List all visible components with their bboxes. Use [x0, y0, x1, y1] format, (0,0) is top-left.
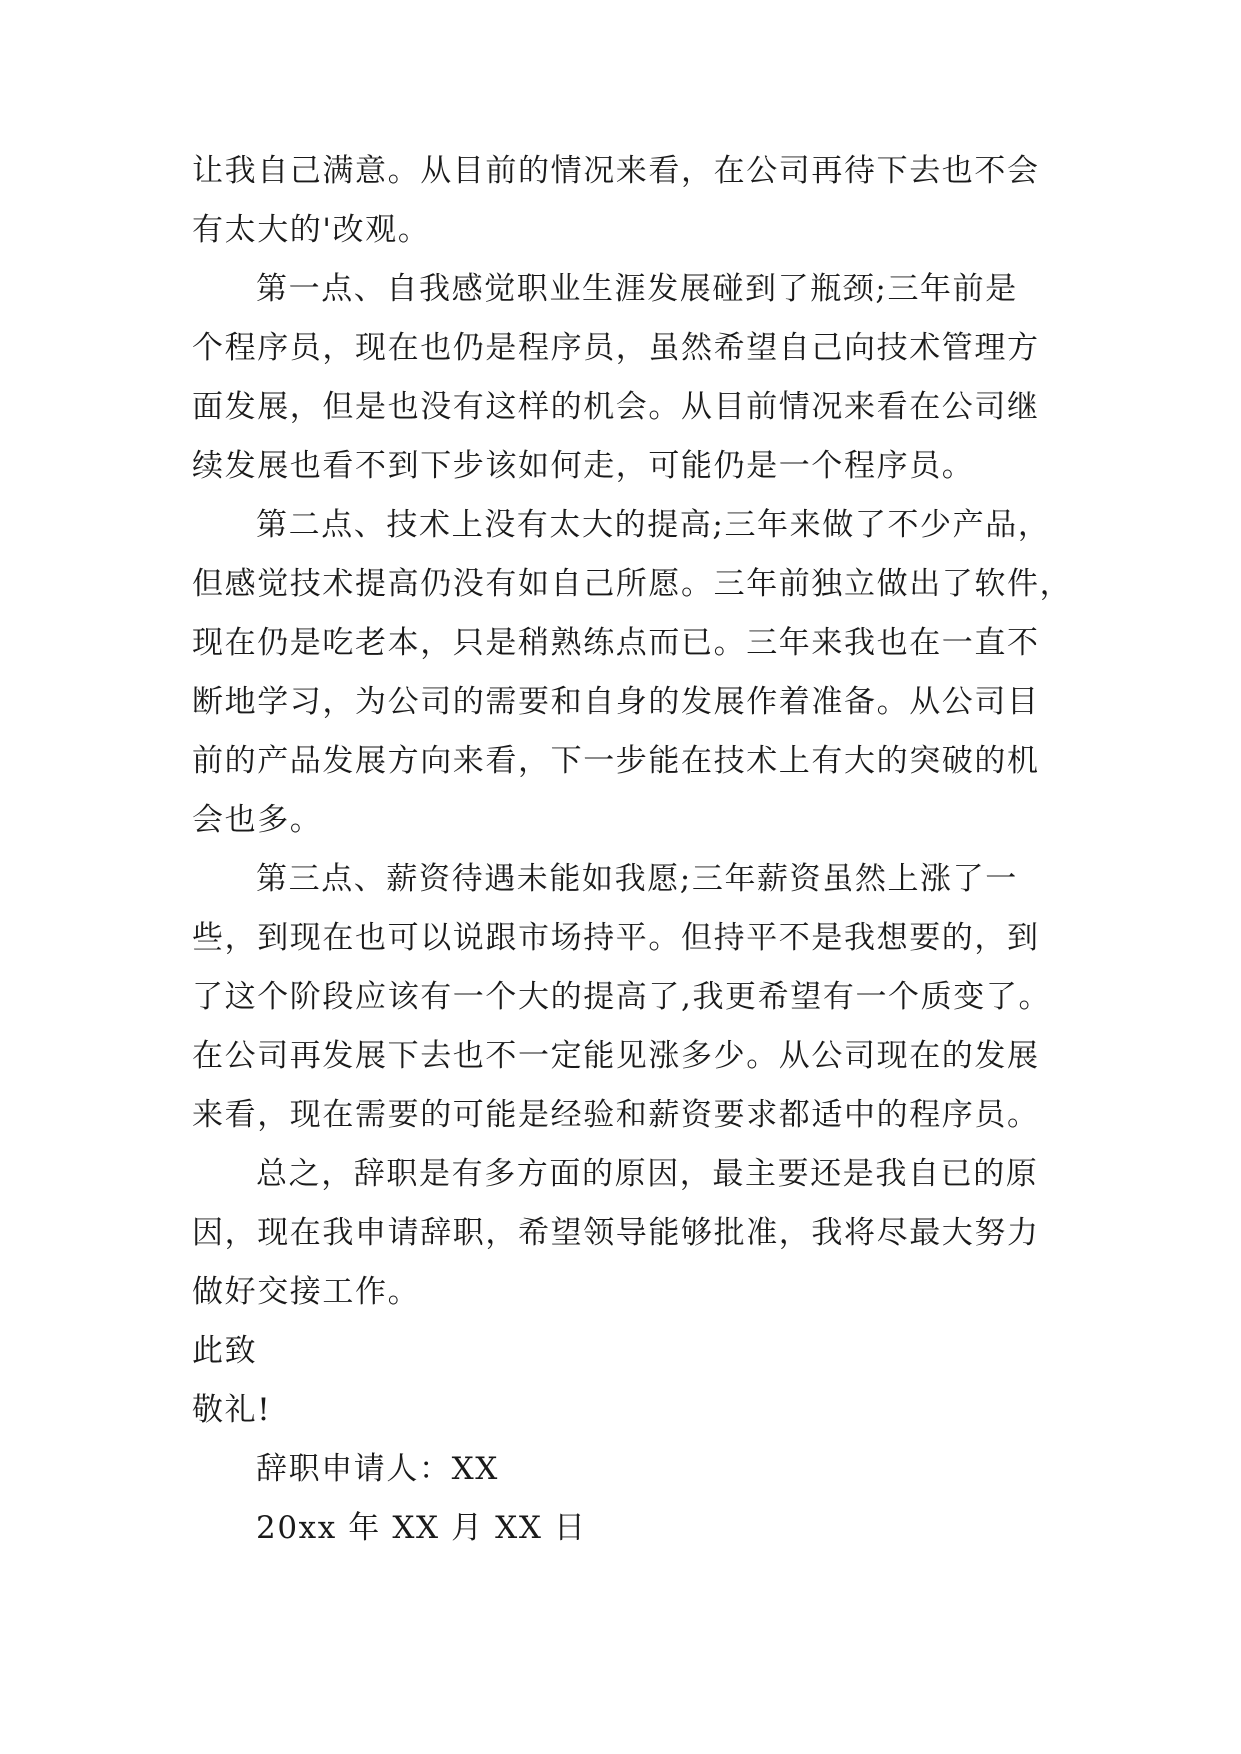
body-line: 现在仍是吃老本，只是稍熟练点而已。三年来我也在一直不 [192, 625, 1040, 661]
body-line: 个程序员，现在也仍是程序员，虽然希望自己向技术管理方 [192, 330, 1040, 366]
body-line: 有太大的'改观。 [192, 212, 431, 248]
salutation-line: 敬礼! [192, 1392, 272, 1428]
body-line: 来看，现在需要的可能是经验和薪资要求都适中的程序员。 [192, 1097, 1040, 1133]
body-line: 续发展也看不到下步该如何走，可能仍是一个程序员。 [192, 448, 975, 484]
paragraph-first-line: 总之，辞职是有多方面的原因，最主要还是我自已的原 [256, 1156, 1039, 1192]
signature-line: 辞职申请人：XX [256, 1451, 499, 1487]
body-line: 让我自己满意。从目前的情况来看，在公司再待下去也不会 [192, 153, 1040, 189]
date-line: 20xx 年 XX 月 XX 日 [256, 1510, 587, 1546]
body-line: 但感觉技术提高仍没有如自己所愿。三年前独立做出了软件， [192, 566, 1073, 602]
body-line: 会也多。 [192, 802, 323, 838]
body-line: 因，现在我申请辞职，希望领导能够批准，我将尽最大努力 [192, 1215, 1040, 1251]
paragraph-first-line: 第三点、薪资待遇未能如我愿;三年薪资虽然上涨了一 [256, 861, 1018, 897]
body-line: 做好交接工作。 [192, 1274, 421, 1310]
body-line: 断地学习，为公司的需要和自身的发展作着准备。从公司目 [192, 684, 1040, 720]
body-line: 些，到现在也可以说跟市场持平。但持平不是我想要的，到 [192, 920, 1040, 956]
closing-line: 此致 [192, 1333, 258, 1369]
paragraph-first-line: 第一点、自我感觉职业生涯发展碰到了瓶颈;三年前是 [256, 271, 1018, 307]
body-line: 了这个阶段应该有一个大的提高了,我更希望有一个质变了。 [192, 979, 1052, 1015]
body-line: 前的产品发展方向来看，下一步能在技术上有大的突破的机 [192, 743, 1040, 779]
body-line: 在公司再发展下去也不一定能见涨多少。从公司现在的发展 [192, 1038, 1040, 1074]
body-line: 面发展，但是也没有这样的机会。从目前情况来看在公司继 [192, 389, 1040, 425]
paragraph-first-line: 第二点、技术上没有太大的提高;三年来做了不少产品， [256, 507, 1051, 543]
